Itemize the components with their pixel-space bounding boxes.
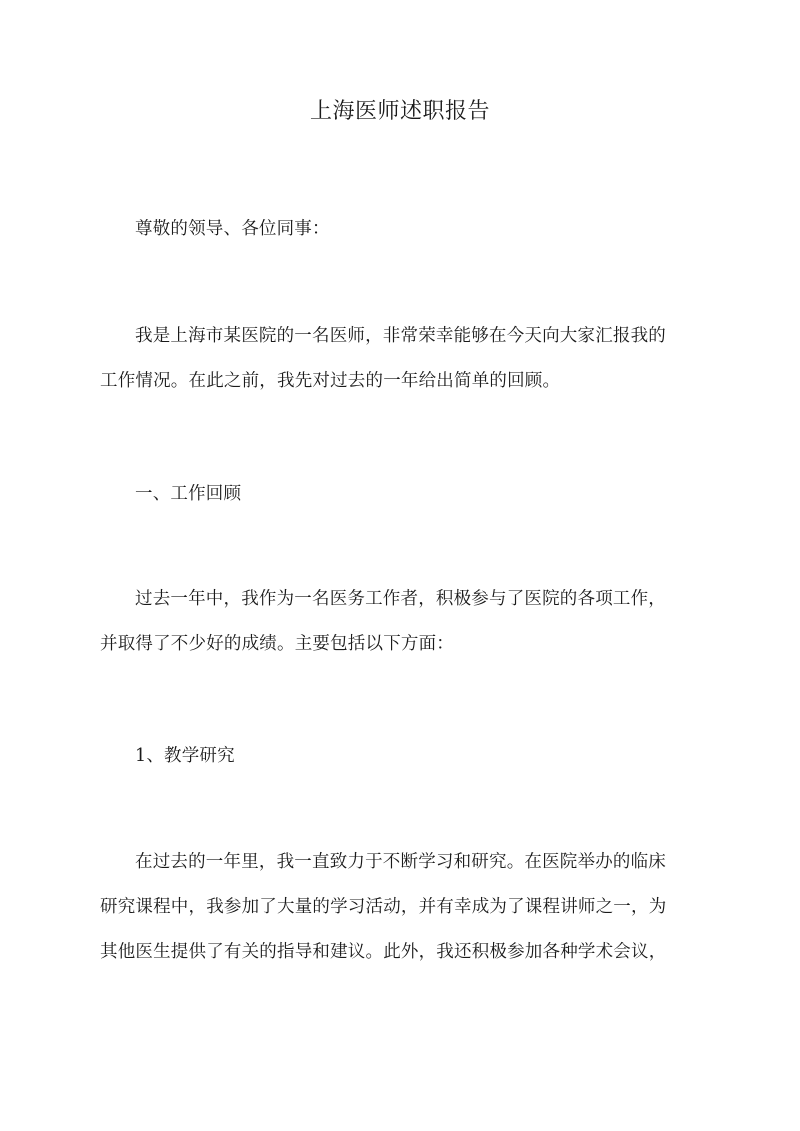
section1-line-1: 过去一年中，我作为一名医务工作者，积极参与了医院的各项工作， (135, 589, 666, 609)
intro-paragraph (100, 314, 700, 404)
item1-line-1: 在过去的一年里，我一直致力于不断学习和研究。在医院举办的临床 (135, 852, 666, 872)
work-review-paragraph (100, 577, 700, 667)
teaching-research-paragraph (100, 840, 700, 975)
section1-line-2: 并取得了不少好的成绩。主要包括以下方面： (100, 634, 454, 654)
item-heading-teaching-research (100, 734, 700, 779)
section1-heading-line: 一、工作回顾 (135, 484, 242, 504)
item1-line-2: 研究课程中，我参加了大量的学习活动，并有幸成为了课程讲师之一，为 (100, 897, 667, 917)
section-heading-work-review (100, 472, 700, 517)
document-title: 上海医师述职报告 (309, 99, 490, 124)
salutation-line: 尊敬的领导、各位同事： (135, 219, 330, 239)
intro-line-2: 工作情况。在此之前，我先对过去的一年给出简单的回顾。 (100, 371, 561, 391)
salutation (100, 207, 700, 252)
item1-line-3: 其他医生提供了有关的指导和建议。此外，我还积极参加各种学术会议， (100, 942, 667, 962)
intro-line-1: 我是上海市某医院的一名医师，非常荣幸能够在今天向大家汇报我的 (135, 326, 666, 346)
item1-heading-line: 1、教学研究 (135, 746, 235, 766)
